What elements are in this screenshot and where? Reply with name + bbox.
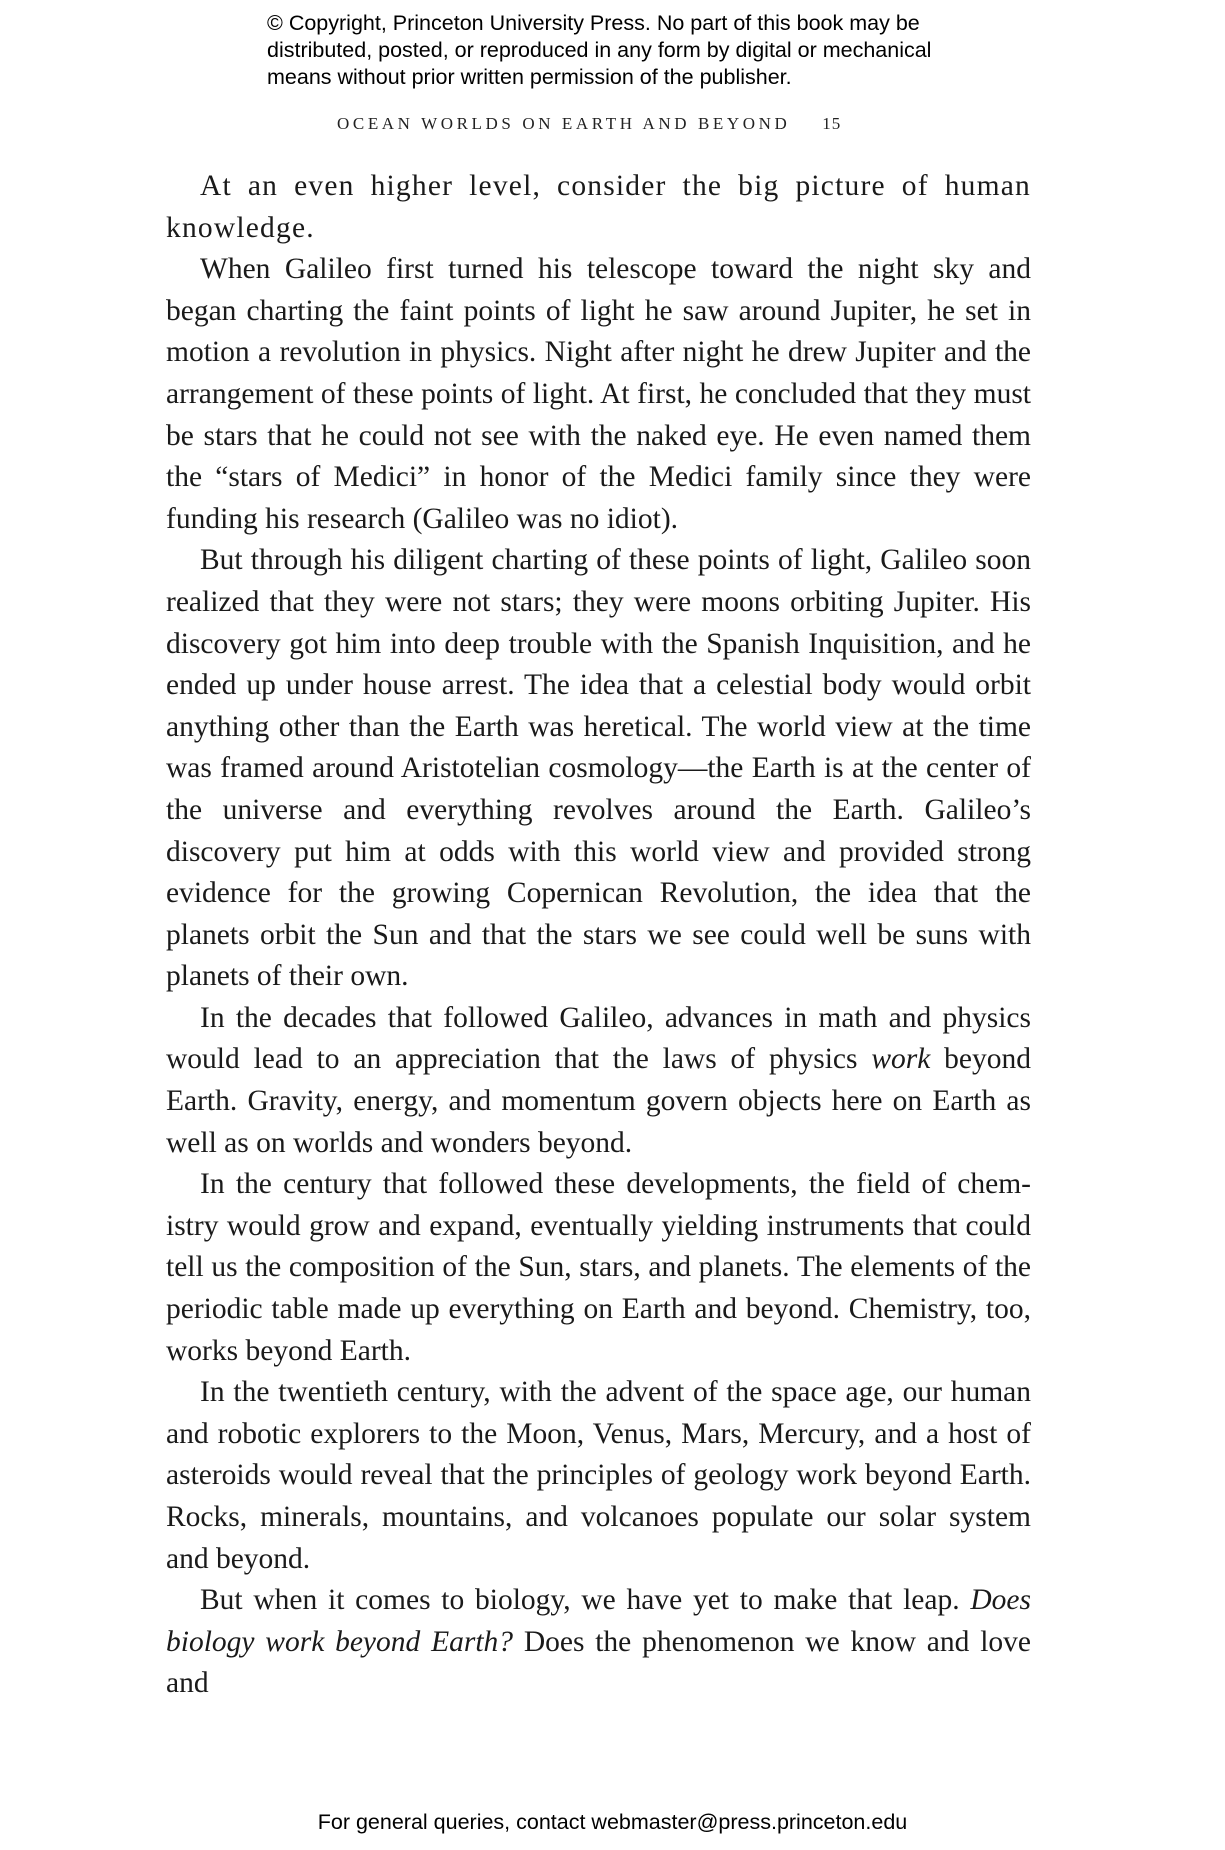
paragraph-4 (166, 998, 1031, 1164)
body-text (166, 166, 1031, 1705)
paragraph-4-emphasis: work (871, 1043, 931, 1076)
paragraph-6: In the twentieth century, with the advent of the space age, our human and robotic explorers to the Moon, Venus, Mars, Mercury, and a host of asteroids would reveal that the principles of geology work beyond Earth. Rocks, minerals, mountains, and volcanoes populate our solar system and beyond. (166, 1376, 1031, 1575)
paragraph-4-text-start: In the decades that followed Galileo, advances in math and physics would lead to an appreciation that the laws of physics (166, 1001, 1031, 1076)
paragraph-7-text-end: Does the phenomenon we know and love and (166, 1625, 1031, 1700)
paragraph-7 (166, 1580, 1031, 1705)
page-number: 15 (822, 114, 842, 133)
paragraph-4-text-end: beyond Earth. Gravity, energy, and momentum govern objects here on Earth as well as on worlds and wonders beyond. (166, 1043, 1031, 1159)
running-head (337, 114, 841, 134)
running-head-title: OCEAN WORLDS ON EARTH AND BEYOND (337, 114, 791, 133)
paragraph-7-text-start: But when it comes to biology, we have yet to make that leap. (200, 1584, 971, 1617)
paragraph-1: At an even higher level, consider the big picture of human knowledge. (166, 170, 1031, 244)
paragraph-3: But through his diligent charting of these points of light, Galileo soon realized that they were not stars; they were moons orbiting Jupiter. His discovery got him into deep trouble with the Spanish Inquisition, and he ended up under house arrest. The idea that a celestial body would orbit anything other than the Earth was heretical. The world view at the time was framed around Aristotelian cosmology—the Earth is at the center of the universe and everything revolves around the Earth. Galileo’s discovery put him at odds with this world view and provided strong evidence for the growing Copernican Revolution, the idea that the planets orbit the Sun and that the stars we see could well be suns with planets of their own. (166, 544, 1031, 993)
paragraph-7-emphasis: Does biology work beyond Earth? (166, 1584, 1031, 1658)
footer-contact: For general queries, contact webmaster@press.princeton.edu (317, 1810, 908, 1834)
paragraph-2: When Galileo first turned his telescope toward the night sky and began charting the faint points of light he saw around Jupiter, he set in motion a revolution in physics. Night after night he drew Jupiter and the arrangement of these points of light. At first, he concluded that they must be stars that he could not see with the naked eye. He even named them the “stars of Medici” in honor of the Medici family since they were funding his research (Galileo was no idiot). (166, 253, 1031, 535)
paragraph-5: In the century that followed these developments, the field of chemistry would grow and expand, eventually yielding instruments that could tell us the composition of the Sun, stars, and planets. The elements of the periodic table made up everything on Earth and beyond. Chemistry, too, works beyond Earth. (166, 1168, 1031, 1367)
copyright-notice: © Copyright, Princeton University Press. No part of this book may be distributed, posted, or reproduced in any form by digital or mechanical means without prior written permission of the publisher. (267, 11, 932, 89)
